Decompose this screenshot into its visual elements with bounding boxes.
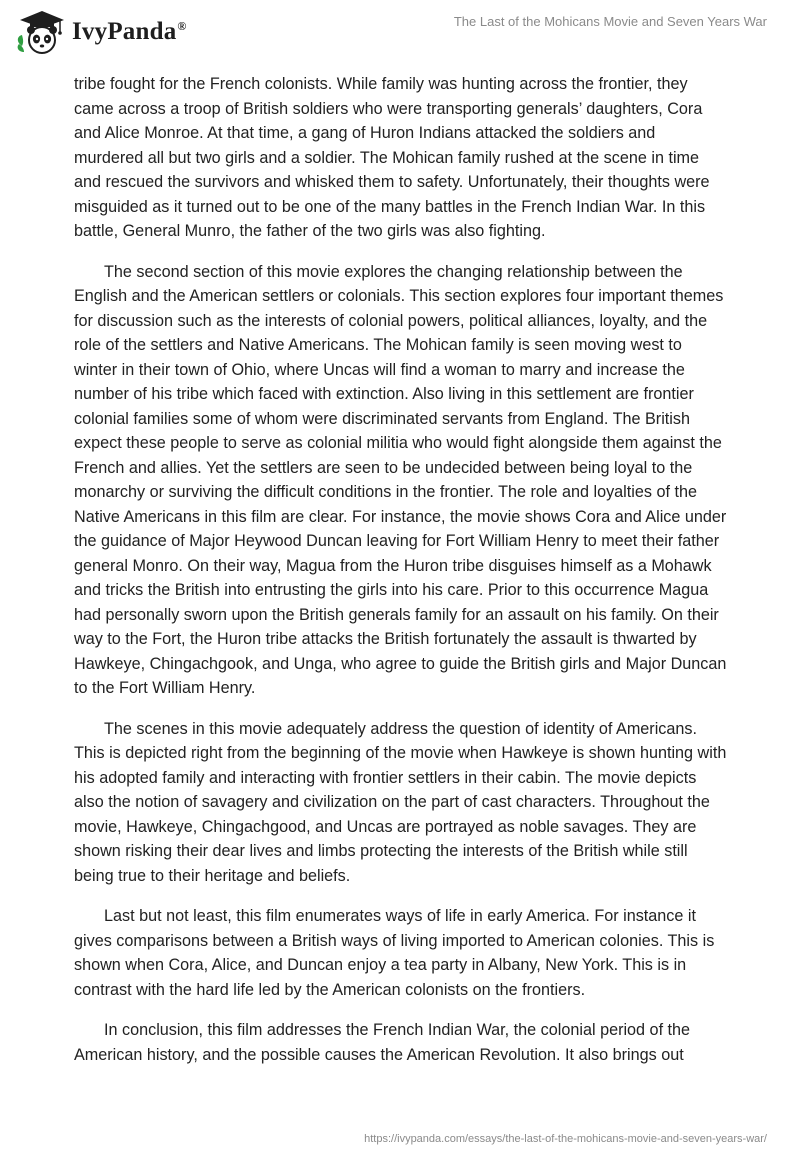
brand-name: IvyPanda® bbox=[72, 18, 187, 45]
paragraph-3: The scenes in this movie adequately address the question of identity of Americans. This is depicted right from the beginning of the movie when Hawkeye is shown hunting with his adopted family and interacting with frontier settlers in their cabin. The movie depicts also the notion of savagery and civilization on the part of cast characters. Throughout the movie, Hawkeye, Chingachgood, and Uncas are portrayed as noble savages. They are shown risking their dear lives and limbs protecting the interests of the British while still being true to their heritage and beliefs. bbox=[74, 719, 727, 885]
ivypanda-logo[interactable] bbox=[14, 8, 187, 56]
paragraph-4: Last but not least, this film enumerates ways of life in early America. For instance it gives comparisons between a British ways of living imported to American colonies. This is shown when Cora, Alice, and Duncan enjoy a tea party in Albany, New York. This is in contrast with the hard life led by the American colonists on the frontiers. bbox=[74, 907, 715, 999]
essay-body bbox=[74, 72, 729, 1083]
document-title: The Last of the Mohicans Movie and Seven Years War bbox=[453, 14, 767, 29]
paragraph-2: The second section of this movie explores the changing relationship between the English and the American settlers or colonials. This section explores four important themes for discussion such as the interests of colonial powers, political alliances, loyalty, and the role of the settlers and Native Americans. The Mohican family is seen moving west to winter in their town of Ohio, where Uncas will find a woman to marry and increase the number of his tribe which faced with extinction. Also living in this settlement are frontier colonial families some of whom were discriminated servants from England. The British expect these people to serve as colonial militia who would fight alongside them against the French and allies. Yet the settlers are seen to be undecided between being loyal to the monarchy or surviving the difficult conditions in the frontier. The role and loyalties of the Native Americans in this film are clear. For instance, the movie shows Cora and Alice under the guidance of Major Heywood Duncan leaving for Fort William Henry to meet their father general Monro. On their way, Magua from the Huron tribe disguises himself as a Mohawk and tricks the British into entrusting the girls into his care. Prior to this occurrence Magua had personally sworn upon the British generals family for an assault on his family. On their way to the Fort, the Huron tribe attacks the British fortunately the assault is thwarted by Hawkeye, Chingachgook, and Unga, who agree to guide the British girls and Major Duncan to the Fort William Henry. bbox=[74, 262, 727, 697]
paragraph-1: tribe fought for the French colonists. While family was hunting across the frontier, they came across a troop of British soldiers who were transporting generals’ daughters, Cora and Alice Monroe. At that time, a gang of Huron Indians attacked the soldiers and murdered all but two girls and a soldier. The Mohican family rushed at the scene in time and rescued the survivors and whisked them to safety. Unfortunately, their thoughts were misguided as it turned out to be one of the many battles in the French Indian War. In this battle, General Munro, the father of the two girls was also fighting. bbox=[74, 75, 710, 240]
source-url[interactable]: https://ivypanda.com/essays/the-last-of-the-mohicans-movie-and-seven-years-war/ bbox=[364, 1133, 767, 1145]
paragraph-5: In conclusion, this film addresses the French Indian War, the colonial period of the American history, and the possible causes the American Revolution. It also brings out bbox=[74, 1021, 691, 1064]
registered-mark: ® bbox=[177, 18, 187, 33]
page-header bbox=[0, 0, 800, 64]
panda-graduate-icon bbox=[14, 8, 66, 56]
